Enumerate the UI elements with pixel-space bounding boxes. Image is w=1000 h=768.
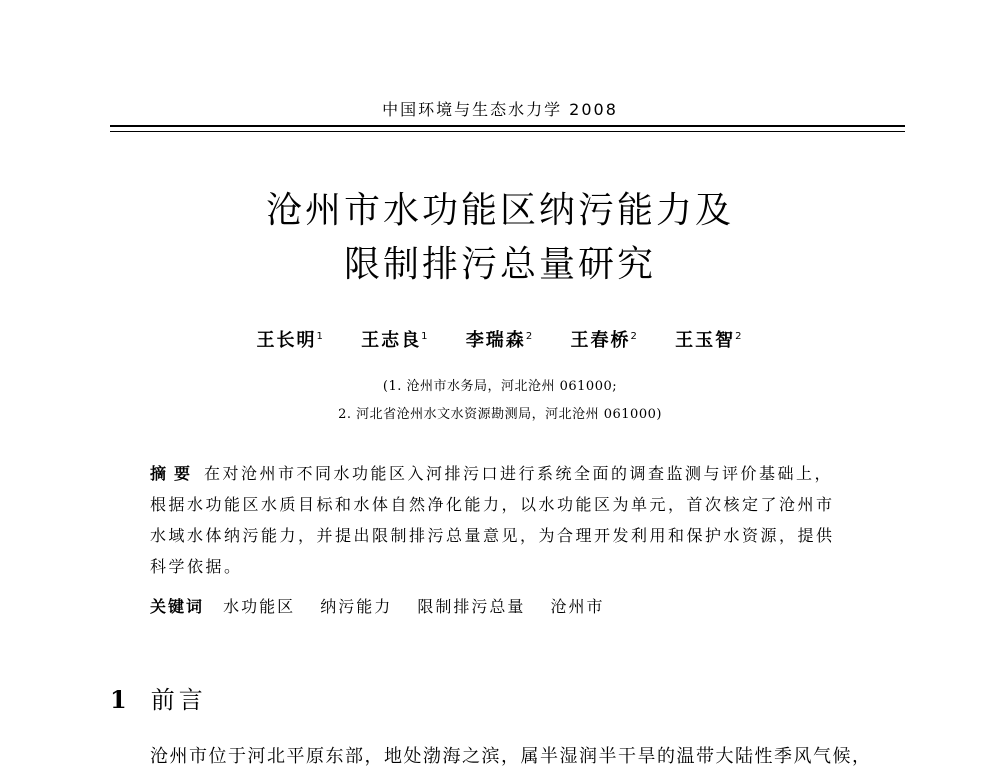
author-affil-mark: 2	[525, 331, 535, 342]
section-heading	[110, 680, 207, 715]
abstract-text: 在对沧州市不同水功能区入河排污口进行系统全面的调查监测与评价基础上，根据水功能区水质目标和水体自然净化能力，以水功能区为单元，首次核定了沧州市水域水体纳污能力，并提出限制排污总量意见，为合理开发利用和保护水资源，提供科学依据。	[150, 464, 835, 576]
keyword: 沧州市	[550, 597, 605, 616]
section-body-text: 沧州市位于河北平原东部，地处渤海之滨，属半湿润半干旱的温带大陆性季风气候，	[150, 746, 872, 767]
author-name: 王长明	[256, 330, 317, 351]
author-affil-mark: 1	[316, 331, 325, 342]
author-list	[0, 326, 1000, 352]
affiliation-line-1: (1. 沧州市水务局，河北沧州 061000;	[382, 379, 618, 394]
author-name: 李瑞森	[465, 330, 526, 351]
author-affil-mark: 2	[735, 331, 744, 342]
author	[675, 330, 743, 351]
author	[257, 330, 325, 351]
abstract-label: 摘要	[150, 464, 199, 483]
running-header: 中国环境与生态水力学 2008	[382, 100, 618, 119]
keyword: 水功能区	[223, 597, 296, 616]
author-affil-mark: 2	[630, 331, 639, 342]
keyword: 限制排污总量	[417, 597, 526, 616]
abstract	[150, 458, 850, 582]
author	[570, 330, 638, 351]
author-affil-mark: 1	[421, 331, 430, 342]
section-number: 1	[110, 685, 127, 714]
keywords-label: 关键词	[150, 597, 205, 616]
author-name: 王春桥	[570, 330, 631, 351]
header-rule-thin	[110, 131, 905, 132]
author-name: 王志良	[361, 330, 422, 351]
keyword: 纳污能力	[320, 597, 393, 616]
affiliation-line-2: 2. 河北省沧州水文水资源勘测局，河北沧州 061000)	[338, 407, 662, 422]
keywords	[150, 594, 622, 617]
author-name: 王玉智	[675, 330, 736, 351]
paper-title-line-2: 限制排污总量研究	[343, 244, 656, 285]
author	[361, 330, 429, 351]
header-rule-thick	[110, 125, 905, 127]
section-title: 前言	[150, 686, 207, 714]
author	[466, 330, 534, 351]
paper-title-line-1: 沧州市水功能区纳污能力及	[265, 190, 734, 231]
